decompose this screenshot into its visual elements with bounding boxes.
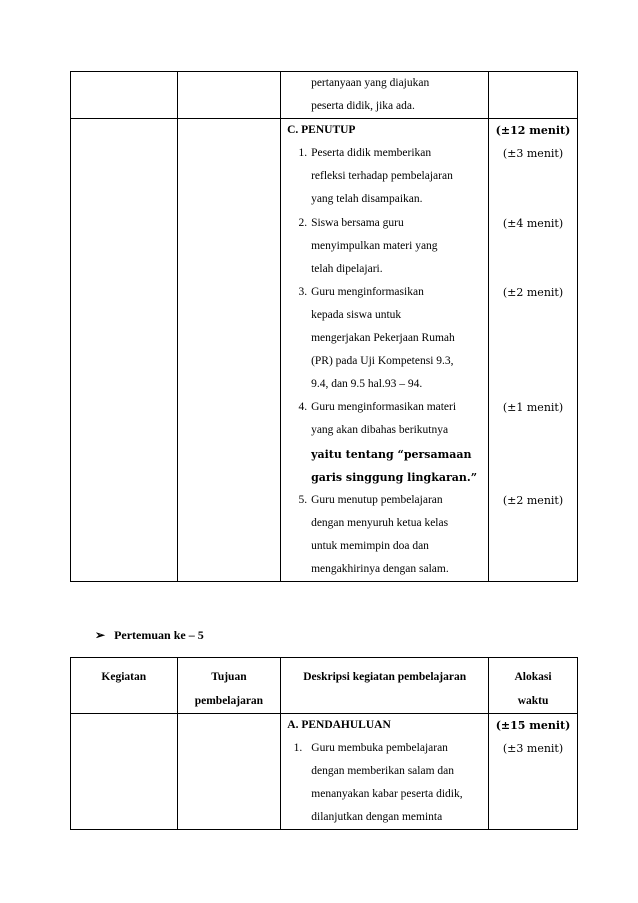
item-number: 3. (298, 285, 308, 298)
section-time: (±15 menit) (495, 719, 571, 732)
item-number: 1. (293, 742, 303, 755)
text-line: menyimpulkan materi yang (311, 239, 438, 252)
table-cell-empty (177, 72, 281, 119)
table-cell-empty (71, 72, 178, 119)
item-time: (±1 menit) (502, 401, 564, 415)
table-cell-empty (71, 119, 178, 582)
text-line: Guru menutup pembelajaran (311, 493, 443, 506)
item-time: (±2 menit) (502, 493, 564, 507)
item-number: 5. (298, 493, 308, 506)
text-line: dilanjutkan dengan meminta (311, 811, 443, 824)
table-row (71, 119, 578, 582)
text-line-emphasis: garis singgung lingkaran.” (311, 470, 478, 484)
arrow-bullet-icon: ➢ (95, 628, 106, 642)
text-line: yang telah disampaikan. (311, 193, 423, 206)
text-line: Guru menginformasikan (311, 285, 424, 298)
item-time: (±4 menit) (502, 216, 564, 230)
text-line: mengakhirinya dengan salam. (311, 562, 449, 575)
text-line: yang akan dibahas berikutnya (311, 424, 449, 437)
table-cell-empty (71, 714, 178, 830)
text-line: dengan memberikan salam dan (311, 765, 455, 778)
text-line: mengerjakan Pekerjaan Rumah (311, 332, 455, 345)
text-line: Guru menginformasikan materi (311, 401, 457, 414)
header-deskripsi: Deskripsi kegiatan pembelajaran (281, 658, 489, 714)
table-cell-time (489, 119, 578, 582)
text-line: 9.4, dan 9.5 hal.93 – 94. (311, 378, 423, 391)
table-cell-description (281, 119, 489, 582)
table-cell-description (281, 72, 489, 119)
meeting-heading-text: Pertemuan ke – 5 (114, 628, 204, 642)
header-alokasi: Alokasi waktu (489, 658, 578, 714)
item-number: 1. (298, 147, 308, 160)
section-heading: C. PENUTUP (287, 124, 356, 137)
item-number: 4. (298, 401, 308, 414)
item-time: (±3 menit) (502, 742, 564, 756)
text-line: untuk memimpin doa dan (311, 539, 429, 552)
text-line: kepada siswa untuk (311, 308, 402, 321)
text-line: refleksi terhadap pembelajaran (311, 170, 453, 183)
text-line: Guru membuka pembelajaran (311, 742, 448, 755)
text-line: menanyakan kabar peserta didik, (311, 788, 463, 801)
item-number: 2. (298, 216, 308, 229)
table-cell-empty (177, 119, 281, 582)
item-time: (±3 menit) (502, 147, 564, 161)
text-line: dengan menyuruh ketua kelas (311, 516, 449, 529)
section-heading: A. PENDAHULUAN (287, 719, 391, 731)
text-line: Peserta didik memberikan (311, 147, 432, 160)
activity-table (70, 657, 578, 830)
header-kegiatan: Kegiatan (71, 658, 178, 714)
text-line: pertanyaan yang diajukan (311, 77, 430, 89)
activity-table-continued (70, 71, 578, 582)
table-row (71, 714, 578, 830)
text-line: telah dipelajari. (311, 262, 383, 275)
text-line: (PR) pada Uji Kompetensi 9.3, (311, 355, 454, 368)
table-cell-time (489, 714, 578, 830)
table-cell-description (281, 714, 489, 830)
table-row (71, 72, 578, 119)
section-time: (±12 menit) (495, 124, 571, 138)
item-time: (±2 menit) (502, 285, 564, 299)
table-cell-empty (177, 714, 281, 830)
text-line: peserta didik, jika ada. (311, 100, 415, 113)
text-line: Siswa bersama guru (311, 216, 404, 229)
table-cell-empty (489, 72, 578, 119)
meeting-heading (95, 628, 204, 643)
header-tujuan: Tujuan pembelajaran (177, 658, 281, 714)
text-line-emphasis: yaitu tentang “persamaan (311, 447, 472, 461)
table-header-row (71, 658, 578, 714)
